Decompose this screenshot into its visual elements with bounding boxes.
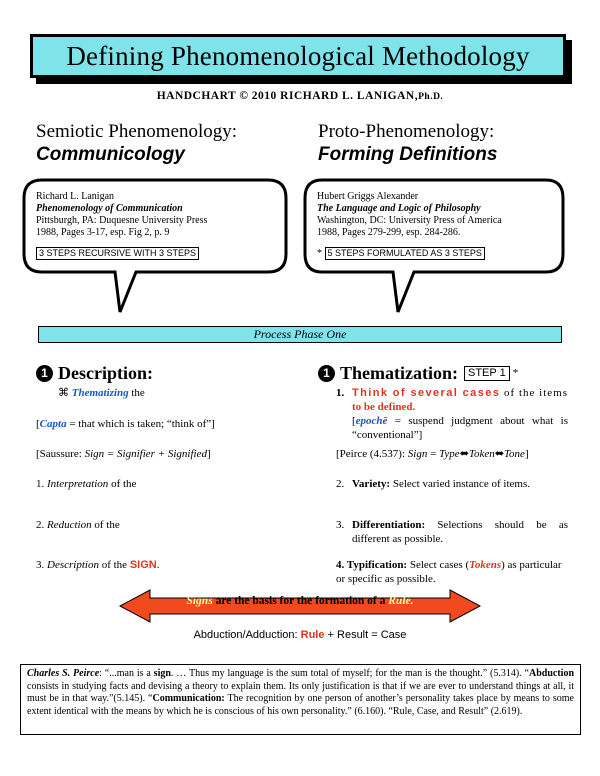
double-arrow-icon: ⬌ (494, 448, 504, 460)
right-steps-box: 5 STEPS FORMULATED AS 3 STEPS (325, 247, 485, 260)
item-4-term: 4. Typification: (336, 559, 408, 571)
item-1-number: 1. (336, 387, 345, 399)
peirce-line (336, 447, 576, 461)
abduction-rule: Rule (300, 629, 325, 641)
quote-part-1: : “...man is a (99, 668, 154, 679)
double-arrow-icon: ⬌ (459, 448, 469, 460)
list-item-rest: of the (91, 519, 120, 531)
left-steps-box: 3 STEPS RECURSIVE WITH 3 STEPS (36, 247, 199, 260)
abduction-prefix: Abduction/Adduction: (193, 629, 301, 641)
thematization-title: Thematization: (340, 363, 458, 383)
peirce-quote-box (20, 664, 581, 735)
peirce-token: Token (468, 448, 495, 460)
list-item-term: Description (47, 559, 99, 571)
left-bubble-publisher: Pittsburgh, PA: Duquesne University Press (36, 215, 208, 226)
quote-sign: sign (153, 668, 171, 679)
list-item-rest: of the (108, 478, 137, 490)
capta-rest: = that which is taken; “think of”] (66, 418, 215, 430)
step-1-tag: STEP 1 (464, 366, 510, 381)
capta-line (36, 417, 296, 431)
left-heading-subtitle: Communicology (36, 144, 185, 165)
right-bubble-book: The Language and Logic of Philosophy (317, 203, 481, 214)
list-item (36, 477, 296, 491)
quote-part-3: consists in studying facts and devising a theory to explain them. Its only justification is that if we are ever to understand things at all, it must be in that way.”(5.145). “ (27, 680, 574, 705)
epoche-term: epochē (355, 415, 388, 427)
thematization-item-4 (336, 558, 568, 586)
thematization-item-2 (336, 477, 568, 491)
saussure-suffix: ] (206, 448, 211, 460)
item-4-tokens: Tokens (469, 559, 502, 571)
quote-communication: Communication: (152, 693, 225, 705)
right-steps-star: * (317, 248, 322, 259)
item-4-rest-2: ) as particular or specific as possible. (336, 559, 562, 585)
thematization-heading (318, 362, 518, 384)
list-item (36, 518, 296, 532)
description-number-icon: 1 (36, 365, 53, 382)
capta-term: Capta (39, 418, 67, 430)
list-item-term: Reduction (47, 519, 92, 531)
arrow-rule: Rule. (388, 595, 414, 607)
item-3-term: Differentiation: (352, 519, 426, 531)
thematization-item-1 (336, 386, 568, 442)
saussure-formula: Sign = Signifier + Signified (84, 448, 207, 460)
item-3-number: 3. (336, 519, 345, 531)
quote-part-2: . … Thus my language is the sum total of myself; for the man is the thought.” (5.314). “ (170, 668, 529, 679)
step-1-star: * (512, 367, 519, 379)
arrow-middle: are the basis for the formation of a (212, 595, 389, 607)
item-3-rest: Selections should be as different as possible. (352, 519, 568, 545)
peirce-prefix: [Peirce (4.537): (336, 448, 408, 460)
list-item-number: 2. (36, 519, 47, 531)
item-2-number: 2. (336, 478, 345, 490)
right-heading-title: Proto-Phenomenology: (318, 121, 495, 142)
command-icon: ⌘ (58, 387, 69, 399)
peirce-sign: Sign (407, 448, 428, 460)
thematization-item-3 (336, 518, 568, 546)
left-bubble-book: Phenomenology of Communication (36, 203, 183, 214)
saussure-prefix: [Saussure: (36, 448, 85, 460)
description-title: Description: (58, 363, 153, 383)
abduction-formula (0, 628, 600, 642)
quote-abduction: Abduction (529, 668, 575, 679)
item-4-rest: Select cases ( (407, 559, 470, 571)
item-1-defined: to be defined. (352, 401, 416, 413)
arrow-label (0, 594, 600, 608)
quote-part-4: The recognition by one person of another’s personality takes place by means to some extent identical with the means by which he is conscious of his own personality.” (6.160). “Rule, Case, and Result” (2.619). (27, 693, 574, 717)
list-item-rest: of the (98, 559, 130, 571)
right-bubble (317, 191, 557, 260)
right-bubble-author: Hubert Griggs Alexander (317, 191, 419, 202)
peirce-type: Type (439, 448, 460, 460)
abduction-suffix: + Result = Case (324, 629, 407, 641)
item-2-term: Variety: (352, 478, 391, 490)
left-heading (36, 120, 306, 166)
quote-author: Charles S. Peirce (27, 668, 100, 679)
peirce-eq: = (427, 448, 440, 460)
process-phase-bar: Process Phase One (38, 326, 562, 343)
epoche-open: [ (352, 415, 356, 427)
saussure-line (36, 447, 296, 461)
handchart-credit (0, 90, 600, 102)
right-heading-subtitle: Forming Definitions (318, 144, 498, 165)
sign-term: SIGN (129, 559, 157, 571)
left-heading-title: Semiotic Phenomenology: (36, 121, 238, 142)
list-item-term: Interpretation (47, 478, 109, 490)
left-bubble-author: Richard L. Lanigan (36, 191, 115, 202)
left-bubble-pages: 1988, Pages 3-17, esp. Fig 2, p. 9 (36, 227, 170, 238)
arrow-signs: Signs (186, 595, 213, 607)
peirce-suffix: ] (524, 448, 529, 460)
list-item-number: 1. (36, 478, 47, 490)
description-heading (36, 362, 153, 384)
thematizing-line (58, 386, 298, 400)
handchart-degree: Ph.D. (418, 92, 444, 102)
thematizing-rest: the (128, 387, 145, 399)
list-item (36, 558, 296, 572)
right-bubble-publisher: Washington, DC: University Press of America (317, 215, 502, 226)
peirce-tone: Tone (503, 448, 525, 460)
handchart-text: HANDCHART © 2010 RICHARD L. LANIGAN, (156, 90, 419, 102)
thematization-number-icon: 1 (318, 365, 335, 382)
epoche-rest: = suspend judgment about what is “conventional”] (352, 415, 568, 441)
item-1-rest: of the items (500, 387, 569, 399)
right-bubble-pages: 1988, Pages 279-299, esp. 284-286. (317, 227, 461, 238)
item-1-think: Think of several cases (352, 387, 501, 399)
page-title: Defining Phenomenological Methodology (30, 34, 566, 78)
left-bubble (36, 191, 276, 260)
item-2-rest: Select varied instance of items. (390, 478, 530, 490)
sign-end: . (156, 559, 160, 571)
right-heading (318, 120, 588, 166)
capta-open: [ (36, 418, 40, 430)
thematizing-term: Thematizing (71, 387, 129, 399)
list-item-number: 3. (36, 559, 47, 571)
